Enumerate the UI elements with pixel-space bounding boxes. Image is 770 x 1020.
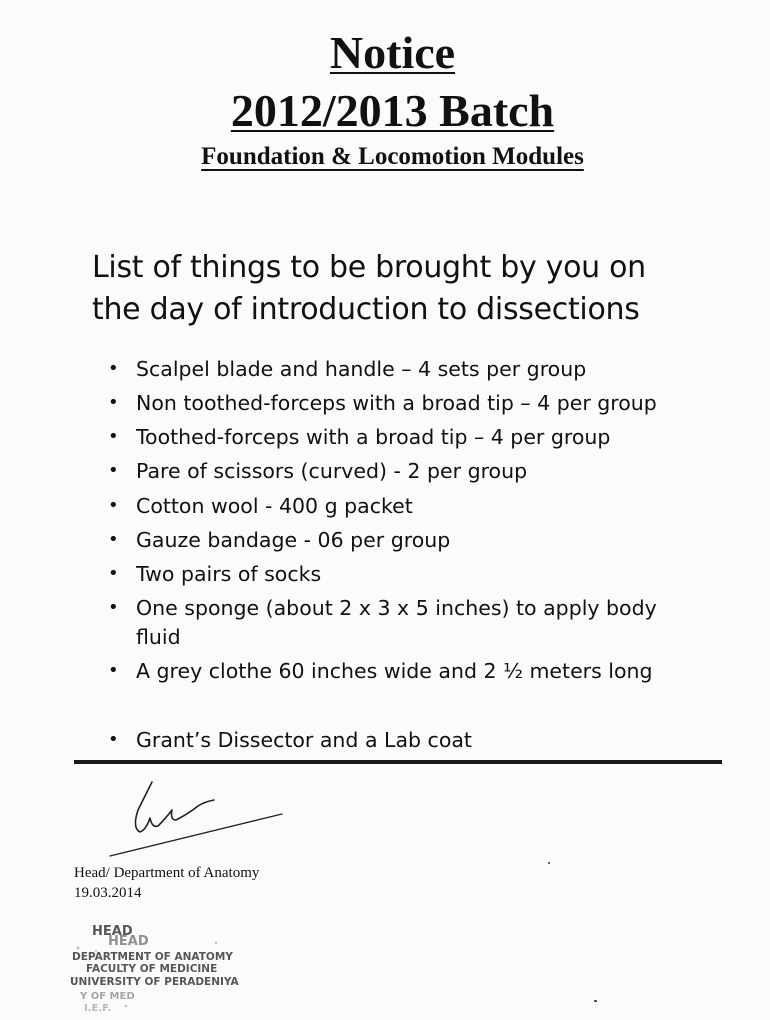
list-item-text: fluid [136,625,181,649]
svg-text:I.E.F.: I.E.F. [84,1003,112,1014]
bullet-icon: • [108,529,119,550]
bullet-icon: • [108,426,119,447]
modules-heading: Foundation & Locomotion Modules [201,143,584,170]
stamp-line-2: DEPARTMENT OF ANATOMY [72,951,233,963]
divider [74,760,722,764]
scan-speck [548,862,550,864]
list-item-text: Pare of scissors (curved) - 2 per group [136,459,528,483]
stamp-line-1: HEAD [92,924,133,939]
signature [100,770,300,865]
stamp-line-4: UNIVERSITY OF PERADENIYA [70,976,239,988]
list-item-text: Scalpel blade and handle – 4 sets per group [136,357,587,381]
svg-text:HEAD: HEAD [108,934,149,949]
bullet-icon: • [108,495,119,516]
batch-heading: 2012/2013 Batch [230,85,555,136]
notice-date: 19.03.2014 [74,885,142,901]
signatory-designation: Head/ Department of Anatomy [74,865,260,881]
scan-speck [594,1000,597,1002]
intro-line-1: List of things to be brought by you on [92,250,646,285]
list-item-text: One sponge (about 2 x 3 x 5 inches) to apply body [136,596,657,620]
bullet-icon: • [108,729,119,750]
list-item-text: Toothed-forceps with a broad tip – 4 per group [136,425,611,449]
bullet-icon: • [108,660,119,681]
bullet-icon: • [108,597,119,618]
list-item-text: Non toothed-forceps with a broad tip – 4 per group [136,391,657,415]
bullet-icon: • [108,358,119,379]
list-item-text: Gauze bandage - 06 per group [136,528,451,552]
svg-text:Y OF MED: Y OF MED [80,991,135,1002]
bullet-icon: • [108,392,119,413]
stamp-line-3: FACULTY OF MEDICINE [86,963,218,975]
intro-line-2: the day of introduction to dissections [92,292,640,327]
list-item-text: Cotton wool - 400 g packet [136,494,413,518]
notice-title: Notice [329,27,456,78]
intro-heading [92,247,732,331]
list-item-text: Two pairs of socks [136,562,322,586]
bullet-icon: • [108,460,119,481]
list-item-text: A grey clothe 60 inches wide and 2 ½ meters long [136,659,653,683]
department-stamp [66,918,241,1018]
bullet-icon: • [108,563,119,584]
list-item-text: Grant’s Dissector and a Lab coat [136,728,472,752]
